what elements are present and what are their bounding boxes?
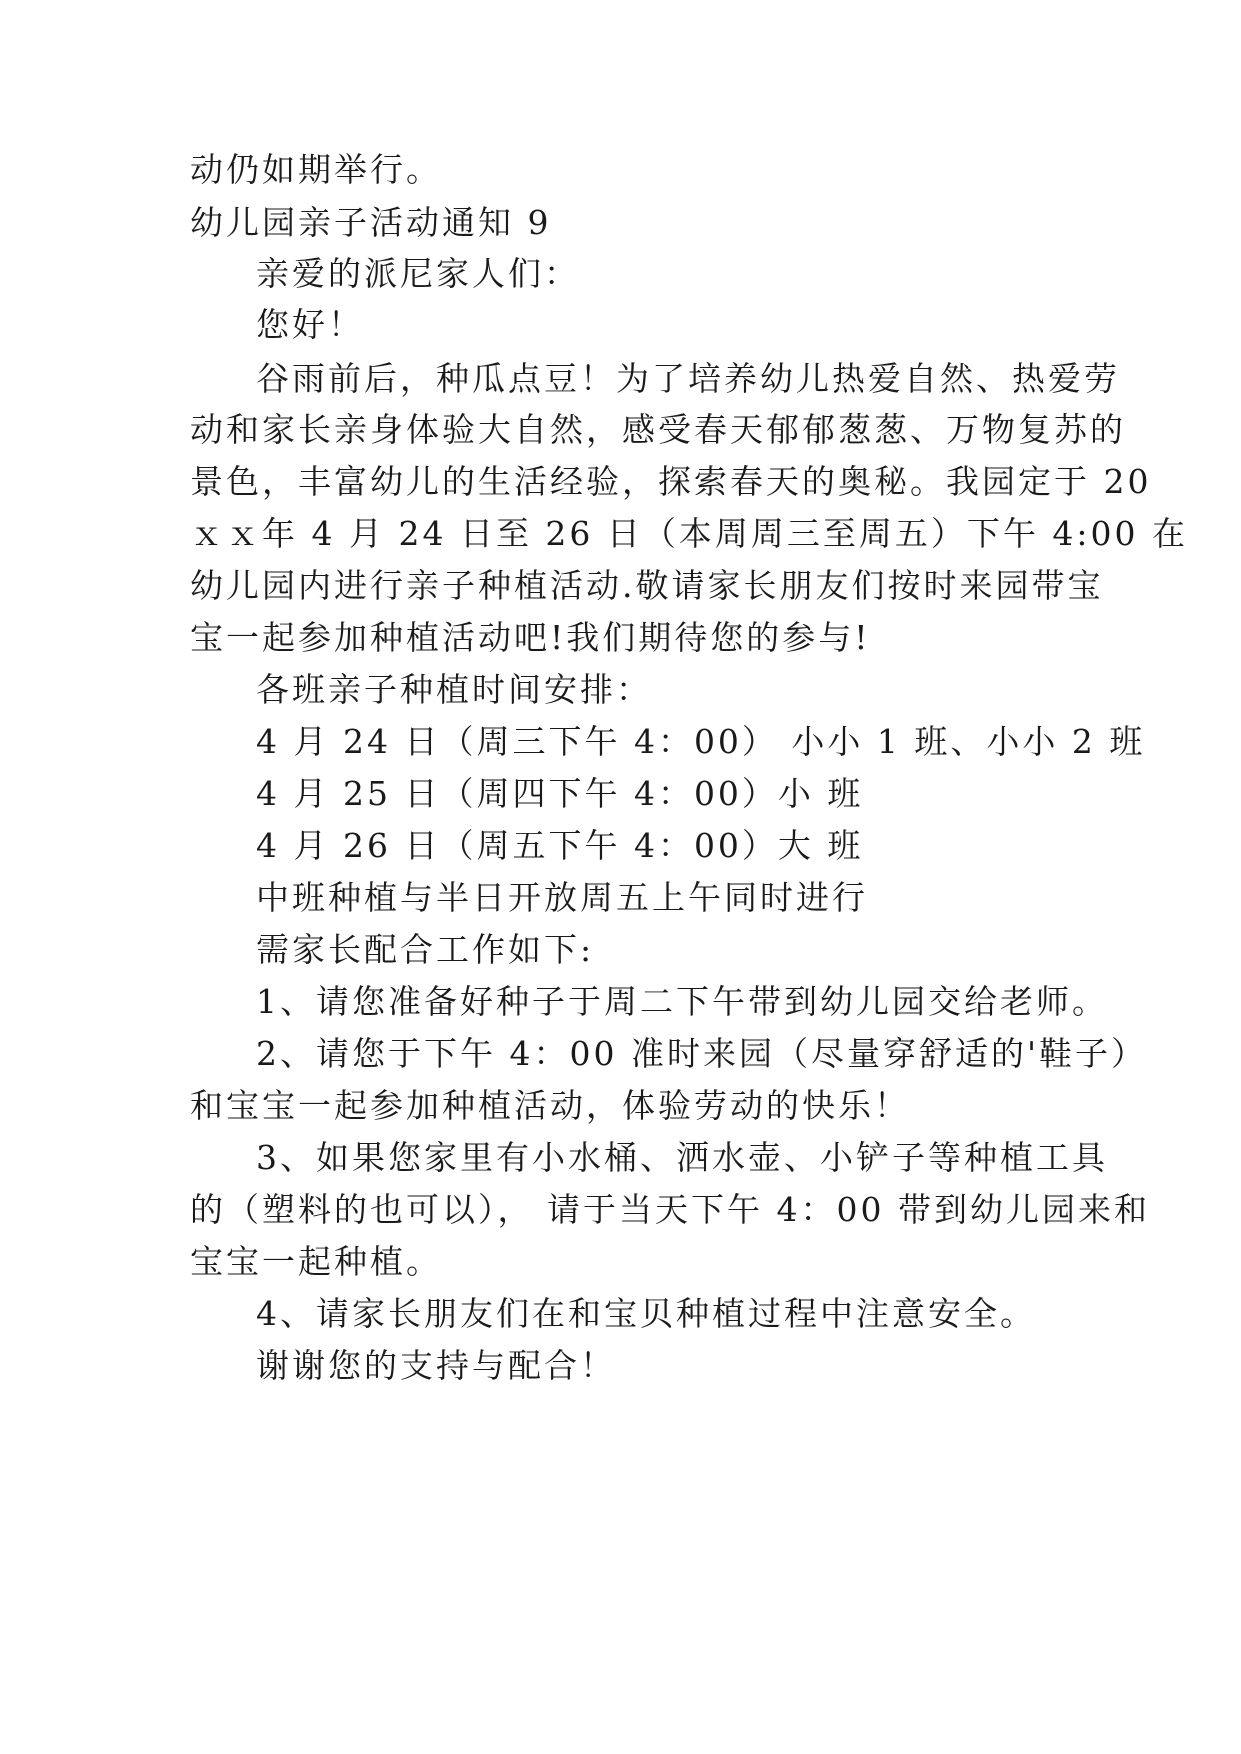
paragraph-line: 谷雨前后，种瓜点豆！为了培养幼儿热爱自然、热爱劳 [256,359,1120,398]
schedule-item: 4 月 25 日（周四下午 4：00）小 班 [256,774,864,813]
schedule-item: 4 月 26 日（周五下午 4：00）大 班 [256,826,864,865]
paragraph-line: ｘｘ年 4 月 24 日至 26 日（本周周三至周五）下午 4:00 在 [190,514,1189,553]
paragraph-line: 动和家长亲身体验大自然，感受春天郁郁葱葱、万物复苏的 [190,410,1126,449]
closing-line: 谢谢您的支持与配合！ [256,1346,616,1385]
requirement-item-continued: 的（塑料的也可以）， 请于当天下午 4：00 带到幼儿园来和 [190,1190,1150,1229]
requirement-item-continued: 宝宝一起种植。 [190,1242,442,1281]
requirement-item: 4、请家长朋友们在和宝贝种植过程中注意安全。 [256,1294,1036,1333]
schedule-heading: 各班亲子种植时间安排： [256,670,652,709]
paragraph-line: 幼儿园内进行亲子种植活动.敬请家长朋友们按时来园带宝 [190,566,1104,605]
requirements-heading: 需家长配合工作如下: [256,930,595,969]
section-heading: 幼儿园亲子活动通知 9 [190,203,552,242]
requirement-item: 2、请您于下午 4：00 准时来园（尽量穿舒适的'鞋子） [256,1034,1148,1073]
requirement-item: 3、如果您家里有小水桶、洒水壶、小铲子等种植工具 [256,1138,1108,1177]
schedule-note: 中班种植与半日开放周五上午同时进行 [256,878,868,917]
requirement-item-continued: 和宝宝一起参加种植活动，体验劳动的快乐！ [190,1086,910,1125]
paragraph-line: 景色，丰富幼儿的生活经验，探索春天的奥秘。我园定于 20 [190,462,1152,501]
paragraph-line: 宝一起参加种植活动吧!我们期待您的参与! [190,618,871,657]
greeting: 您好！ [256,305,364,344]
salutation: 亲爱的派尼家人们： [256,254,580,293]
requirement-item: 1、请您准备好种子于周二下午带到幼儿园交给老师。 [256,982,1108,1021]
schedule-item: 4 月 24 日（周三下午 4：00） 小小 1 班、小小 2 班 [256,722,1146,761]
paragraph-line: 动仍如期举行。 [190,150,442,189]
